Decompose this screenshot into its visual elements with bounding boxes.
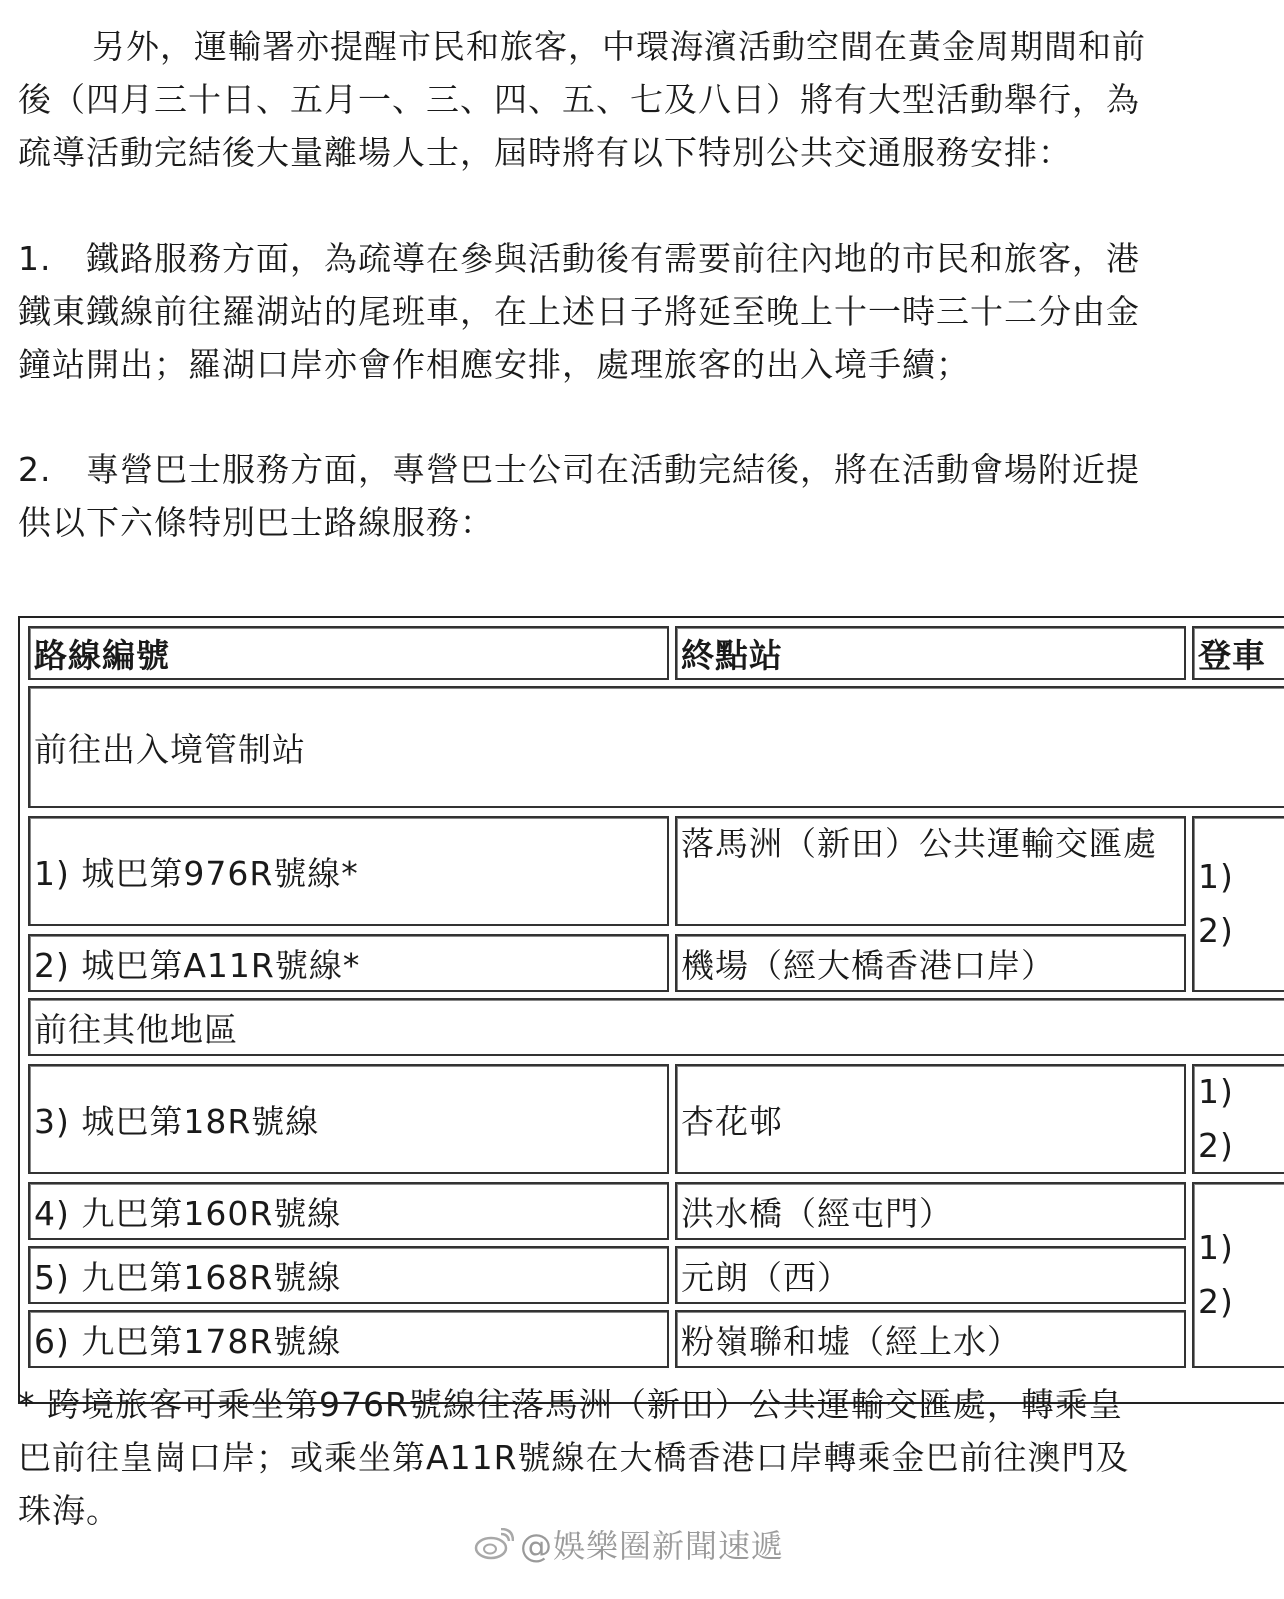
- boarding-mark: 1): [1198, 857, 1234, 896]
- weibo-icon: [474, 1528, 514, 1560]
- item-2-line: 供以下六條特別巴士路線服務：: [18, 503, 494, 542]
- table-row-route: 3) 城巴第18R號線: [28, 1064, 669, 1174]
- boarding-mark: 1): [1198, 1228, 1234, 1267]
- boarding-points-group-1: [1192, 816, 1284, 992]
- boarding-points-group-3: [1192, 1182, 1284, 1368]
- footnote: [18, 1378, 1258, 1537]
- table-row-terminus: 洪水橋（經屯門）: [675, 1182, 1186, 1240]
- header-terminus: 終點站: [675, 626, 1186, 680]
- table-row-route: 5) 九巴第168R號線: [28, 1246, 669, 1304]
- intro-line: 後（四月三十日、五月一、三、四、五、七及八日）將有大型活動舉行，為: [18, 80, 1140, 119]
- item-1-paragraph: [18, 232, 1258, 391]
- watermark-text: @娛樂圈新聞速遞: [520, 1527, 785, 1565]
- intro-line: 另外，運輸署亦提醒市民和旅客，中環海濱活動空間在黃金周期間和前: [92, 27, 1146, 66]
- intro-line: 疏導活動完結後大量離場人士，屆時將有以下特別公共交通服務安排：: [18, 133, 1072, 172]
- item-2-paragraph: [18, 443, 1258, 549]
- boarding-mark: 1): [1198, 1072, 1234, 1111]
- section-other-districts: 前往其他地區: [28, 998, 1284, 1056]
- footnote-line: 珠海。: [18, 1491, 120, 1530]
- item-2-line: 專營巴士服務方面，專營巴士公司在活動完結後，將在活動會場附近提: [86, 450, 1140, 489]
- section-border-control: 前往出入境管制站: [28, 686, 1284, 808]
- table-row-route: 6) 九巴第178R號線: [28, 1310, 669, 1368]
- header-boarding: 登車: [1192, 626, 1284, 680]
- header-route-number: 路線編號: [28, 626, 669, 680]
- table-row-terminus: 元朗（西）: [675, 1246, 1186, 1304]
- table-row-route: 1) 城巴第976R號線*: [28, 816, 669, 926]
- item-2-number: 2.: [18, 450, 52, 489]
- intro-paragraph: [18, 20, 1258, 179]
- item-1-line: 鐵東鐵線前往羅湖站的尾班車，在上述日子將延至晚上十一時三十二分由金: [18, 292, 1140, 331]
- table-row-terminus: 機場（經大橋香港口岸）: [675, 934, 1186, 992]
- boarding-mark: 2): [1198, 1126, 1234, 1165]
- boarding-points-group-2: [1192, 1064, 1284, 1174]
- item-1-number: 1.: [18, 239, 52, 278]
- footnote-line: * 跨境旅客可乘坐第976R號線往落馬洲（新田）公共運輸交匯處，轉乘皇: [18, 1385, 1123, 1424]
- table-row-route: 4) 九巴第160R號線: [28, 1182, 669, 1240]
- bus-routes-table: [18, 616, 1284, 1404]
- footnote-line: 巴前往皇崗口岸；或乘坐第A11R號線在大橋香港口岸轉乘金巴前往澳門及: [18, 1438, 1130, 1477]
- item-1-line: 鐵路服務方面，為疏導在參與活動後有需要前往內地的市民和旅客，港: [86, 239, 1140, 278]
- table-row-terminus: 粉嶺聯和墟（經上水）: [675, 1310, 1186, 1368]
- table-row-terminus: 杏花邨: [675, 1064, 1186, 1174]
- boarding-mark: 2): [1198, 911, 1234, 950]
- boarding-mark: 2): [1198, 1282, 1234, 1321]
- item-1-line: 鐘站開出；羅湖口岸亦會作相應安排，處理旅客的出入境手續；: [18, 345, 970, 384]
- watermark: [474, 1521, 784, 1567]
- table-row-route: 2) 城巴第A11R號線*: [28, 934, 669, 992]
- table-row-terminus: 落馬洲（新田）公共運輸交匯處: [675, 816, 1186, 926]
